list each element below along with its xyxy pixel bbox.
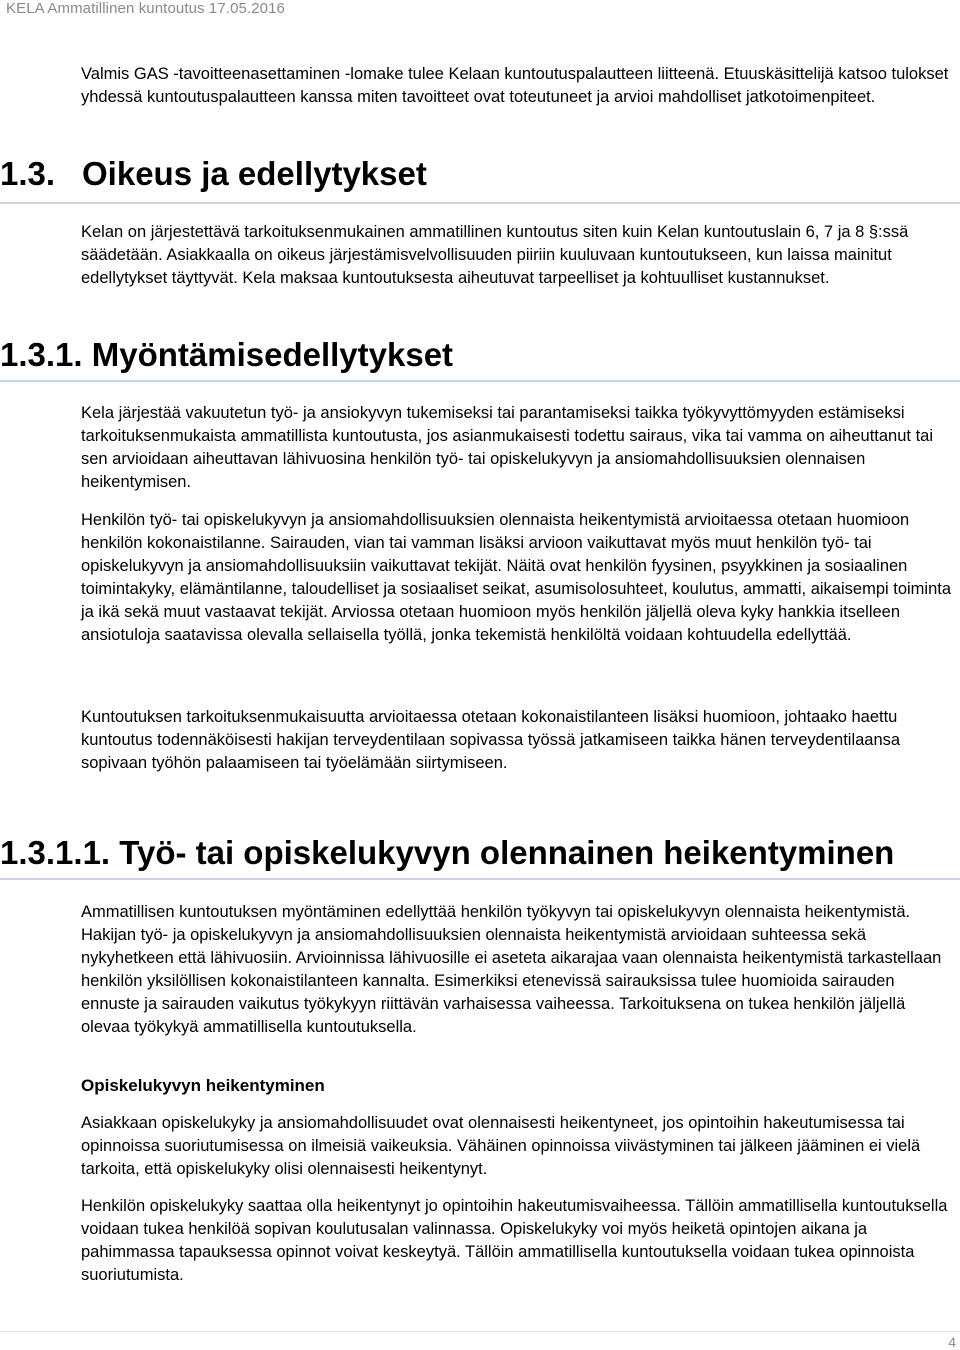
section-heading-1-3 [0, 155, 427, 193]
section-1-3-1-paragraph-2: Henkilön työ- tai opiskelukyvyn ja ansiomahdollisuuksien olennaista heikentymistä arvioitaessa otetaan huomioon henkilön kokonaistilanne. Sairauden, vian tai vamman lisäksi arvioon vaikuttavat myös muut henkilön työ- tai opiskelukyvyn ja ansiomahdollisuuksiin vaikuttavat tekijät. Näitä ovat henkilön fyysinen, psyykkinen ja sosiaalinen toimintakyky, elämäntilanne, taloudelliset ja sosiaaliset seikat, asumisolosuhteet, koulutus, ammatti, aikaisempi toiminta ja ikä sekä muut vastaavat tekijät. Arviossa otetaan huomioon myös henkilön jäljellä oleva kyky hankkia itselleen ansiotuloja saatavissa olevalla sellaisella työllä, jonka tekemistä henkilöltä voidaan kohtuudella edellyttää. [81, 511, 952, 644]
document-header: KELA Ammatillinen kuntoutus 17.05.2016 [6, 0, 285, 17]
heading-rule [0, 380, 960, 382]
opiskelukyky-paragraph-1: Asiakkaan opiskelukyky ja ansiomahdollisuudet ovat olennaisesti heikentyneet, jos opintoihin hakeutumisessa tai opinnoissa suoriutumisessa on ilmeisiä vaikeuksia. Vähäinen opinnoissa viivästyminen tai jälkeen jääminen ei vielä tarkoita, että opiskelukyky olisi olennaisesti heikentynyt. [81, 1114, 921, 1178]
section-heading-1-3-1: 1.3.1. Myöntämisedellytykset [0, 336, 454, 373]
section-1-3-1-paragraph-3: Kuntoutuksen tarkoituksenmukaisuutta arvioitaessa otetaan kokonaistilanteen lisäksi huomioon, johtaako haettu kuntoutus todennäköisesti hakijan terveydentilaan sopivassa työssä jatkamiseen taikka hänen terveydentilaansa sopivaan työhön palaamiseen tai työelämään siirtymiseen. [81, 708, 901, 772]
section-number: 1.3. [0, 155, 56, 192]
subheading-opiskelukyky: Opiskelukyvyn heikentyminen [81, 1076, 325, 1095]
footer-rule [0, 1331, 960, 1332]
section-1-3-paragraph: Kelan on järjestettävä tarkoituksenmukainen ammatillinen kuntoutus siten kuin Kelan kuntoutuslain 6, 7 ja 8 §:ssä säädetään. Asiakkaalla on oikeus järjestämisvelvollisuuden piiriin kuuluvaan kuntoutukseen, kun laissa mainitut edellytykset täyttyvät. Kela maksaa kuntoutuksesta aiheutuvat tarpeelliset ja kohtuulliset kustannukset. [81, 223, 909, 287]
section-1-3-1-paragraph-1: Kela järjestää vakuutetun työ- ja ansiokyvyn tukemiseksi tai parantamiseksi taikka työkyvyttömyyden estämiseksi tarkoituksenmukaista ammatillista kuntoutusta, jos asianmukaisesti todettu sairaus, vika tai vamma on aiheuttanut tai sen arvioidaan aiheuttavan lähivuosina henkilön työ- tai opiskelukyvyn ja ansiomahdollisuuksien olennaisen heikentymisen. [81, 404, 933, 491]
heading-rule [0, 878, 960, 880]
section-1-3-1-1-paragraph: Ammatillisen kuntoutuksen myöntäminen edellyttää henkilön työkyvyn tai opiskelukyvyn olennaista heikentymistä. Hakijan työ- ja opiskelukyvyn ja ansiomahdollisuuksien olennaista heikentymistä arvioidaan suhteessa sekä nykyhetkeen että lähivuosiin. Arvioinnissa lähivuosille ei aseteta aikarajaa vaan olennaista heikentymistä tarkastellaan henkilön yksilöllisen kokonaistilanteen kannalta. Esimerkiksi etenevissä sairauksissa tulee huomioida sairauden ennuste ja sairauden vaikutus työkykyyn riittävän varhaisessa vaiheessa. Tarkoituksena on tukea henkilön jäljellä olevaa työkykyä ammatillisella kuntoutuksella. [81, 903, 942, 1036]
section-heading-1-3-1-1: 1.3.1.1. Työ- tai opiskelukyvyn olennainen heikentyminen [0, 834, 895, 871]
heading-rule [0, 202, 960, 204]
intro-paragraph: Valmis GAS -tavoitteenasettaminen -lomake tulee Kelaan kuntoutuspalautteen liitteenä. Etuuskäsittelijä katsoo tulokset yhdessä kuntoutuspalautteen kanssa miten tavoitteet ovat toteutuneet ja arvioi mahdolliset jatkotoimenpiteet. [81, 65, 949, 106]
opiskelukyky-paragraph-2: Henkilön opiskelukyky saattaa olla heikentynyt jo opintoihin hakeutumisvaiheessa. Tällöin ammatillisella kuntoutuksella voidaan tukea henkilöä sopivan koulutusalan valinnassa. Opiskelukyky voi myös heiketä opintojen aikana ja pahimmassa tapauksessa opinnot voivat keskeytyä. Tällöin ammatillisella kuntoutuksella voidaan tukea opinnoista suoriutumista. [81, 1197, 948, 1284]
section-title: Oikeus ja edellytykset [82, 155, 427, 192]
page-number: 4 [948, 1334, 956, 1350]
